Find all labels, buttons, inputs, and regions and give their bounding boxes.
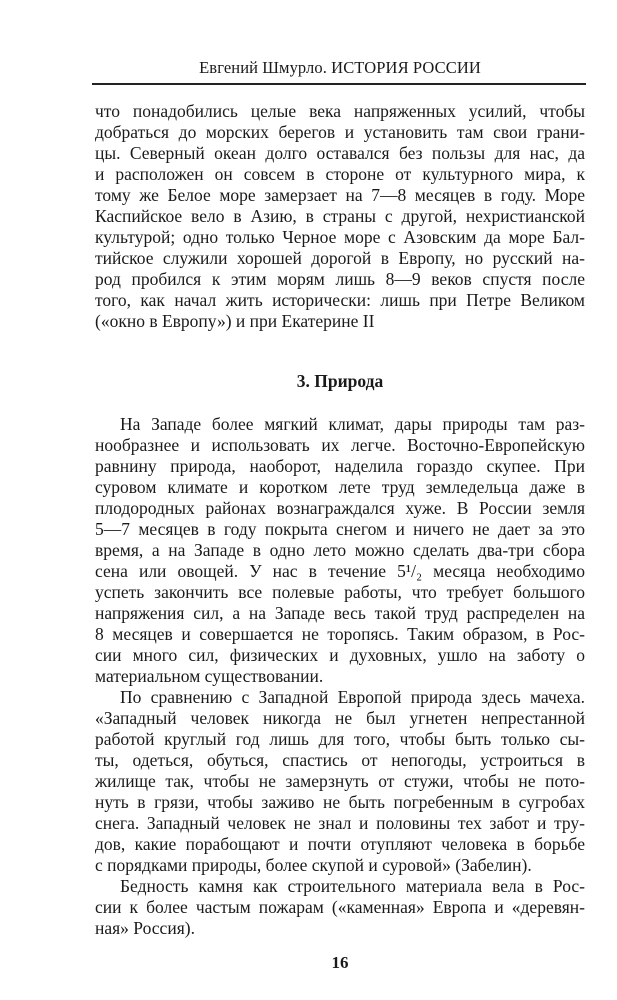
text-line: успеть закончить все полевые работы, что требует большого (95, 582, 585, 602)
text-line: культурой; одно только Черное море с Азовским да море Бал- (95, 227, 585, 247)
text-line: суровом климате и коротком лете труд земледельца даже в (95, 477, 585, 497)
text-line: сена или овощей. У нас в течение 5¹/₂ месяца необходимо (95, 561, 585, 581)
text-line: ты, одеться, обуться, спастись от непогоды, устроиться в (95, 750, 585, 770)
text-line: «Западный человек никогда не был угнетен непрестанной (95, 708, 585, 728)
text-line: 5—7 месяцев в году покрыта снегом и ничего не дает за это (95, 519, 585, 539)
text-line: работой круглый год лишь для того, чтобы быть только сы- (95, 729, 585, 749)
text-line: добраться до морских берегов и установить там свои грани- (95, 122, 585, 142)
paragraph-continued (95, 101, 585, 332)
text-line: напряжения сил, а на Западе весь такой труд распределен на (95, 603, 585, 623)
text-line: сии много сил, физических и духовных, ушло на заботу о (95, 645, 585, 665)
text-line: род пробился к этим морям лишь 8—9 веков спустя после (95, 269, 585, 289)
page-number: 16 (331, 953, 349, 972)
text-line: ная» Россия). (95, 918, 195, 938)
text-line: и расположен он совсем в стороне от культурного мира, к (95, 164, 585, 184)
text-line: По сравнению с Западной Европой природа здесь мачеха. (120, 687, 585, 707)
text-line: На Западе более мягкий климат, дары природы там раз- (120, 414, 585, 434)
text-line: материальном существовании. (95, 666, 324, 686)
text-line: Каспийское вело в Азию, в страны с другой, нехристианской (95, 206, 585, 226)
section-heading: 3. Природа (296, 371, 384, 391)
text-line: Бедность камня как строительного материала вела в Рос- (120, 876, 585, 896)
text-line: снега. Западный человек не знал и половины тех забот и тру- (95, 813, 585, 833)
text-line: с порядками природы, более скупой и суровой» (Забелин). (95, 855, 532, 875)
text-line: («окно в Европу») и при Екатерине II (95, 311, 375, 331)
text-line: нуть в грязи, чтобы заживо не быть погребенным в сугробах (95, 792, 585, 812)
header-rule (92, 83, 586, 85)
running-header: Евгений Шмурло. ИСТОРИЯ РОССИИ (199, 58, 481, 77)
text-line: нообразнее и использовать их легче. Восточно-Европейскую (95, 435, 585, 455)
text-line: цы. Северный океан долго оставался без пользы для нас, да (95, 143, 585, 163)
section-body (95, 414, 585, 939)
text-line: дов, какие порабощают и почти отупляют человека в борьбе (95, 834, 585, 854)
text-line: 8 месяцев и совершается не торопясь. Таким образом, в Рос- (95, 624, 585, 644)
text-line: время, а на Западе в одно лето можно сделать два-три сбора (95, 540, 585, 560)
text-line: плодородных районах вознаграждался хуже. В России земля (95, 498, 585, 518)
text-line: жилище так, чтобы не замерзнуть от стужи, чтобы не пото- (95, 771, 585, 791)
text-line: сии к более частым пожарам («каменная» Европа и «деревян- (95, 897, 585, 917)
text-line: тому же Белое море замерзает на 7—8 месяцев в году. Море (95, 185, 585, 205)
text-line: того, как начал жить исторически: лишь при Петре Великом (95, 290, 585, 310)
text-line: тийское служили хорошей дорогой в Европу, но русский на- (95, 248, 585, 268)
text-line: равнину природа, наоборот, наделила гораздо скупее. При (95, 456, 585, 476)
text-line: что понадобились целые века напряженных усилий, чтобы (95, 101, 585, 121)
